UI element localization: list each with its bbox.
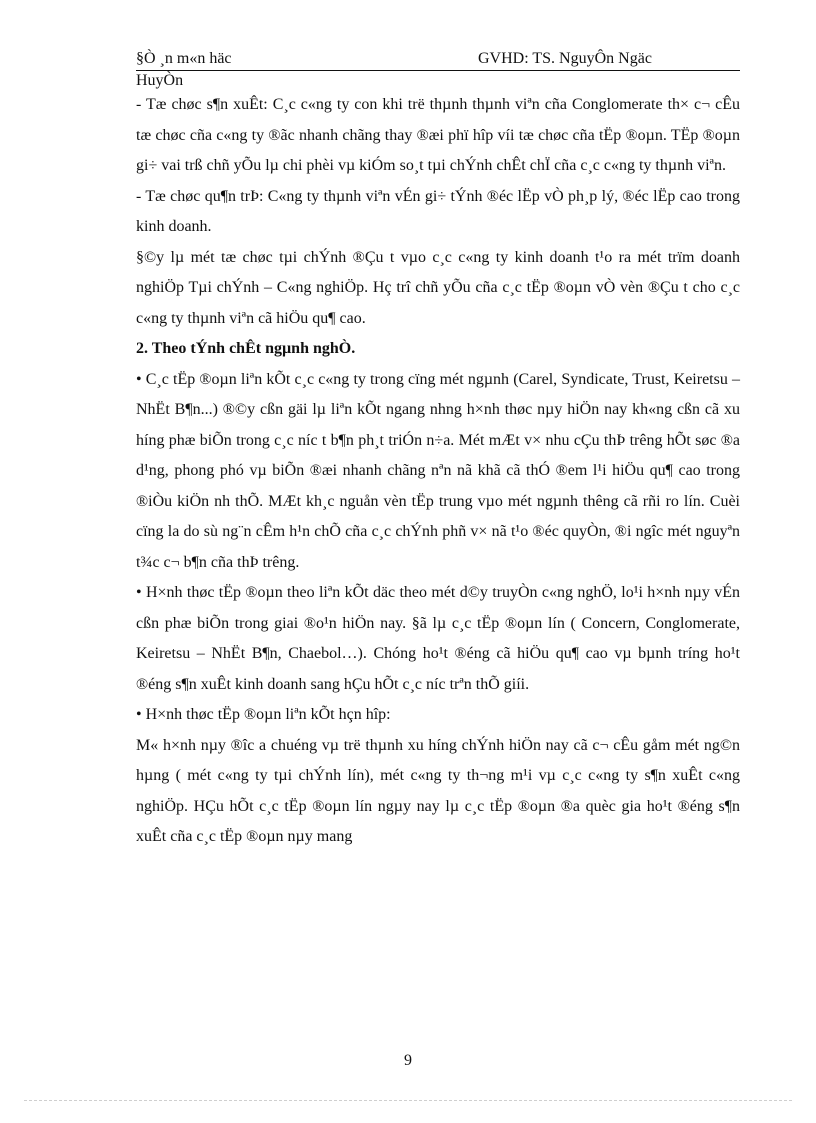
paragraph-management-org: - Tæ chøc qu¶n trÞ: C«ng ty thµnh viªn vÉn gi÷ tÝnh ®éc lËp vÒ ph¸p lý, ®éc lËp cao trong kinh doanh.	[136, 187, 740, 235]
header-supervisor-continuation: HuyÒn	[136, 72, 184, 89]
header-course-title: §Ò ¸n m«n häc	[136, 50, 232, 67]
page-header	[136, 50, 740, 70]
page-number: 9	[404, 1052, 412, 1069]
header-supervisor: GVHD: TS. NguyÔn Ngäc	[478, 50, 652, 67]
paragraph-horizontal-link: • C¸c tËp ®oµn liªn kÕt c¸c c«ng ty trong cïng mét ngµnh (Carel, Syndicate, Trust, Keiretsu – NhËt B¶n...) ®©y cßn gäi lµ liªn kÕt ngang nhng h×nh thøc nµy hiÖn nay kh«ng cßn cã xu híng phæ biÕn trong c¸c níc t b¶n ph¸t triÓn n÷a. Mét mÆt v× nhu cÇu thÞ trêng hÕt søc ®a d¹ng, phong phó vµ biÕn ®æi nhanh chãng nªn nã khã cã thÓ ®em l¹i hiÖu qu¶ cao trong ®iÒu kiÖn nh thÕ. MÆt kh¸c nguån vèn tËp trung vµo mét ngµnh thêng cã rñi ro lín. Cuèi cïng la do sù ng¨n cÊm h¹n chÕ cña c¸c chÝnh phñ v× nã t¹o ®éc quyÒn, ®i ngîc mét nguyªn t¾c c¬ b¶n cña thÞ trêng.	[136, 370, 740, 571]
footer-rule	[24, 1100, 792, 1101]
document-body	[136, 90, 740, 853]
header-rule	[136, 70, 740, 71]
paragraph-financial-org: §©y lµ mét tæ chøc tµi chÝnh ®Çu t vµo c¸c c«ng ty kinh doanh t¹o ra mét trïm doanh nghiÖp Tµi chÝnh – C«ng nghiÖp. Hç trî chñ yÕu cña c¸c tËp ®oµn vÒ vèn ®Çu t cho c¸c c«ng ty thµnh viªn cã hiÖu qu¶ cao.	[136, 248, 740, 327]
paragraph-production-org: - Tæ chøc s¶n xuÊt: C¸c c«ng ty con khi trë thµnh thµnh viªn cña Conglomerate th× c¬ cÊu tæ chøc cña c«ng ty ®ãc nhanh chãng thay ®æi phï hîp víi tæ chøc cña tËp ®oµn. TËp ®oµn gi÷ vai trß chñ yÕu lµ chi phèi vµ kiÓm so¸t tµi chÝnh chÊt chÏ cña c¸c c«ng ty thµnh viªn.	[136, 96, 740, 174]
paragraph-vertical-link: • H×nh thøc tËp ®oµn theo liªn kÕt däc theo mét d©y truyÒn c«ng nghÖ, lo¹i h×nh nµy vÉn cßn phæ biÕn trong giai ®o¹n hiÖn nay. §ã lµ c¸c tËp ®oµn lín ( Concern, Conglomerate, Keiretsu – NhËt B¶n, Chaebol…). Chóng ho¹t ®éng cã hiÖu qu¶ cao vµ bµnh tríng ho¹t ®éng s¶n xuÊt kinh doanh sang hÇu hÕt c¸c níc trªn thÕ giíi.	[136, 584, 740, 693]
section-heading: 2. Theo tÝnh chÊt ngµnh nghÒ.	[136, 340, 356, 357]
paragraph-mixed-link-title: • H×nh thøc tËp ®oµn liªn kÕt hçn hîp:	[136, 706, 391, 723]
paragraph-mixed-link: M« h×nh nµy ®îc a chuéng vµ trë thµnh xu híng chÝnh hiÖn nay cã c¬ cÊu gåm mét ng©n hµng ( mét c«ng ty tµi chÝnh lín), mét c«ng ty th¬ng m¹i vµ c¸c c«ng ty s¶n xuÊt c«ng nghiÖp. HÇu hÕt c¸c tËp ®oµn lín ngµy nay lµ c¸c tËp ®oµn ®a quèc gia ho¹t ®éng s¶n xuÊt cña c¸c tËp ®oµn nµy mang	[136, 736, 740, 845]
